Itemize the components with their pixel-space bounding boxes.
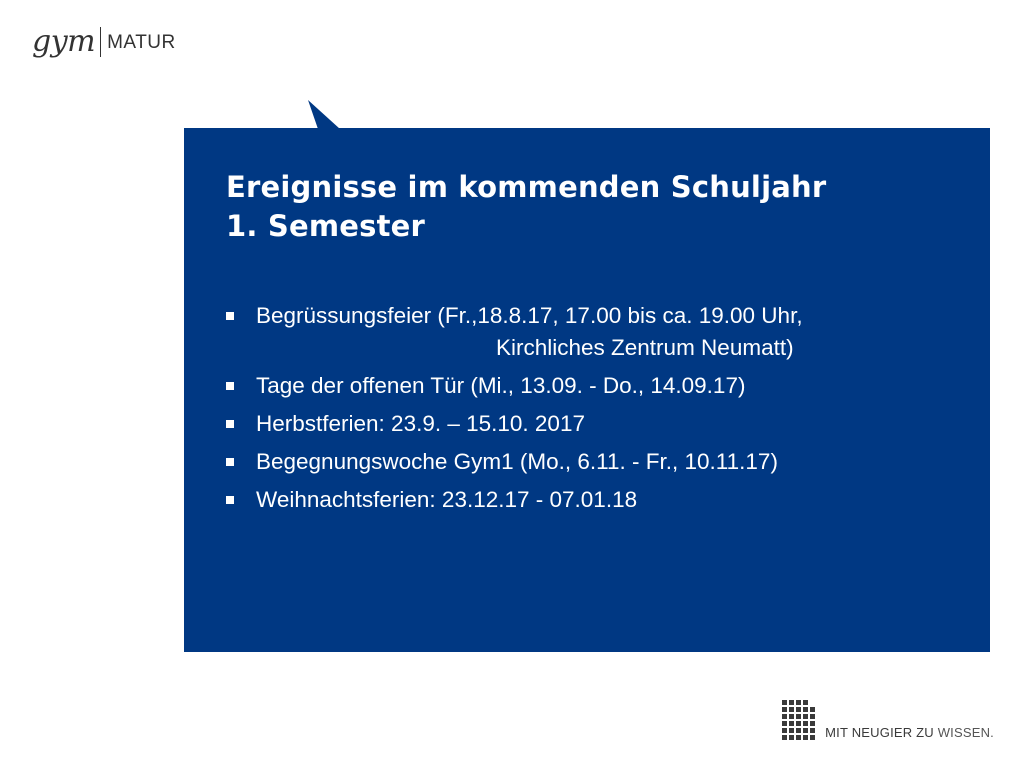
speech-tail-shape xyxy=(308,100,340,129)
slide-title xyxy=(226,168,826,246)
speech-bubble-box xyxy=(184,128,990,652)
slide-title-line1: Ereignisse im kommenden Schuljahr xyxy=(226,170,827,204)
list-item-text: Tage der offenen Tür (Mi., 13.09. - Do., 14.09.17) xyxy=(256,373,746,398)
event-list xyxy=(224,300,964,522)
list-item xyxy=(224,300,964,364)
list-item-text: Herbstferien: 23.9. – 15.10. 2017 xyxy=(256,411,585,436)
square-bullet-icon xyxy=(226,496,234,504)
slogan-main: MIT NEUGIER ZU xyxy=(825,725,934,740)
square-bullet-icon xyxy=(226,312,234,320)
slide-title-line2: 1. Semester xyxy=(226,209,426,243)
logo-gym-text: gym xyxy=(32,24,96,59)
list-item-text: Begegnungswoche Gym1 (Mo., 6.11. - Fr., 10.11.17) xyxy=(256,449,778,474)
dot-grid-logo-icon xyxy=(782,700,815,740)
list-item xyxy=(224,370,964,402)
footer-slogan xyxy=(825,726,994,740)
list-item xyxy=(224,484,964,516)
square-bullet-icon xyxy=(226,382,234,390)
list-item-text: Weihnachtsferien: 23.12.17 - 07.01.18 xyxy=(256,487,638,512)
square-bullet-icon xyxy=(226,420,234,428)
list-item xyxy=(224,408,964,440)
list-item-text-continued: Kirchliches Zentrum Neumatt) xyxy=(496,335,794,360)
footer-branding xyxy=(782,700,994,740)
square-bullet-icon xyxy=(226,458,234,466)
slogan-end: WISSEN. xyxy=(937,725,994,740)
logo-divider xyxy=(100,27,101,57)
gym-matur-logo xyxy=(32,22,176,62)
list-item-text: Begrüssungsfeier (Fr.,18.8.17, 17.00 bis ca. 19.00 Uhr, xyxy=(256,303,803,328)
logo-matur-text: MATUR xyxy=(107,31,176,53)
list-item xyxy=(224,446,964,478)
